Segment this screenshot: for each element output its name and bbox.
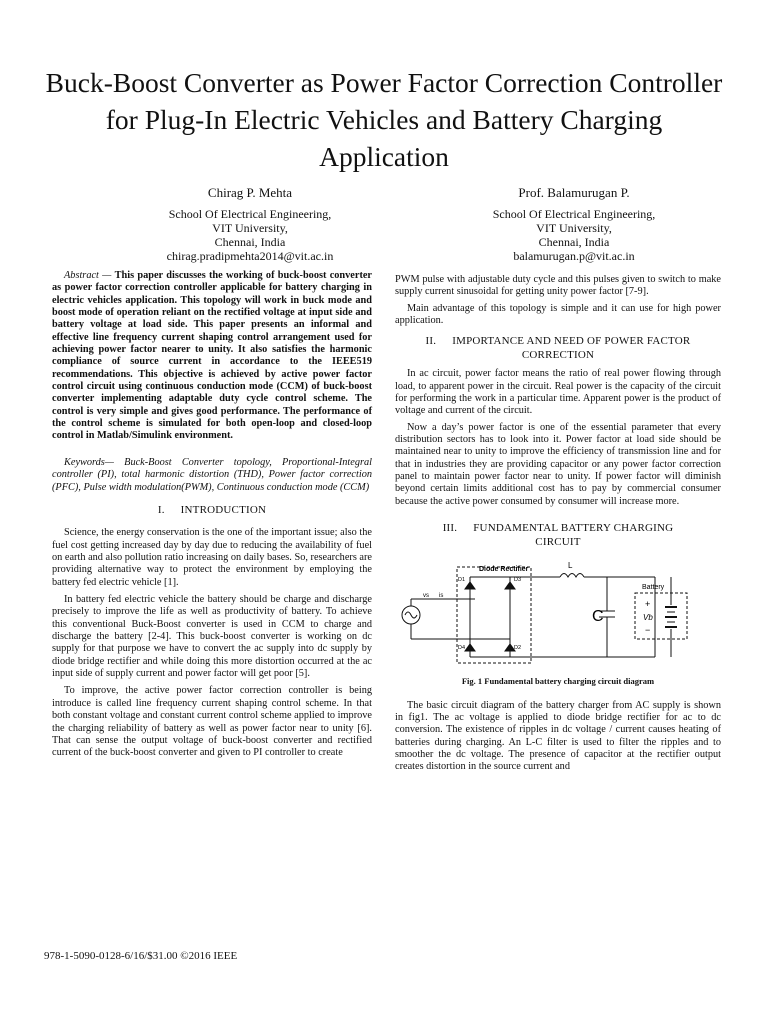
circuit-figure <box>395 559 721 671</box>
author-name: Chirag P. Mehta <box>207 185 293 200</box>
paragraph: In battery fed electric vehicle the battery should be charge and discharge precisely to improve the life as well as productivity of battery. To achieve this conventional Buck-Boost converter is used in CCM to charge and discharge the battery [2-4]. This buck-boost converter is working on dc supply for that purpose we have to convert the ac supply into dc supply by diode bridge rectifier and while doing this more distortion occurred at the ac input side of supply current and power factor will get poor [5]. <box>52 594 372 680</box>
capacitor-label: C <box>592 608 604 626</box>
author-university: VIT University, <box>536 221 612 235</box>
author-affiliation: School Of Electrical Engineering, <box>492 207 656 221</box>
author-affiliation: School Of Electrical Engineering, <box>168 207 332 221</box>
section-number: I. <box>157 503 165 516</box>
paper-title: Buck-Boost Converter as Power Factor Correction Controller for Plug-In Electric Vehicles and Battery Charging Application <box>45 67 723 172</box>
abstract-label: Abstract — <box>64 270 112 281</box>
paragraph: To improve, the active power factor correction controller is being introduce is called line frequency current shaping control scheme. In that both constant voltage and constant current control scheme applied to improve the charging reliability of battery as well as power factor near to unity [6]. That can sense the output voltage of buck-boost converter and rectified current of the buck-boost converter and given to PI controller to create <box>52 685 372 759</box>
author-email: chirag.pradipmehta2014@vit.ac.in <box>166 249 334 263</box>
author-block-1 <box>100 186 400 263</box>
battery-label: Battery <box>642 584 665 592</box>
keywords-text: Keywords— Buck-Boost Converter topology, Proportional-Integral controller (PI), total harmonic distortion (THD), Power factor correction (PFC), Pulse width modulation(PWM), Continuous conduction mode (CCM) <box>52 456 372 493</box>
paragraph: In ac circuit, power factor means the ratio of real power flowing through load, to apparent power in the circuit. Real power is the capacity of the circuit for performing the work in a particular time. Apparent power is the product of voltage and current of the circuit. <box>395 368 721 417</box>
diode-label: D1 <box>458 577 466 584</box>
section-title: FUNDAMENTAL BATTERY CHARGING CIRCUIT <box>473 522 674 548</box>
section-title: IMPORTANCE AND NEED OF POWER FACTOR CORRECTION <box>452 335 691 361</box>
diode-label: D3 <box>514 577 522 584</box>
rectifier-label: Diode Rectifier <box>479 566 529 574</box>
author-email: balamurugan.p@vit.ac.in <box>513 249 635 263</box>
battery-charger-circuit-diagram <box>395 559 721 671</box>
paragraph: Main advantage of this topology is simple and it can use for high power application. <box>395 302 721 327</box>
diode-d1-icon <box>465 582 475 589</box>
battery-plus-label: + <box>645 599 651 610</box>
section-heading <box>425 522 691 549</box>
keywords <box>52 457 372 494</box>
diode-label: D2 <box>514 645 522 652</box>
author-name: Prof. Balamurugan P. <box>518 185 630 200</box>
section-heading <box>425 335 691 362</box>
diode-label: D4 <box>458 645 466 652</box>
battery-voltage-label: Vb <box>643 613 653 623</box>
copyright-footer: 978-1-5090-0128-6/16/$31.00 ©2016 IEEE <box>44 950 238 962</box>
inductor-label: L <box>568 561 573 571</box>
right-column <box>395 274 721 778</box>
abstract <box>52 270 372 443</box>
author-university: VIT University, <box>212 221 288 235</box>
section-heading <box>52 504 372 518</box>
source-current-label: is <box>439 593 444 600</box>
author-block-2 <box>424 186 724 263</box>
paragraph: The basic circuit diagram of the battery charger from AC supply is shown in fig1. The ac voltage is applied to diode bridge rectifier for ac to dc conversion. The existence of ripples in dc voltage / current causes heating of batteries during charging. An L-C filter is used to filter the ripples and to smoother the dc voltage. The presence of capacitor at the rectifier output creates distortion in the source current and <box>395 699 721 773</box>
author-location: Chennai, India <box>538 235 610 249</box>
paragraph: PWM pulse with adjustable duty cycle and this pulses given to switch to make supply current sinusoidal for getting unity power factor [7-9]. <box>395 274 721 298</box>
battery-minus-label: − <box>645 625 651 636</box>
inductor-icon <box>560 574 584 578</box>
author-location: Chennai, India <box>214 235 286 249</box>
diode-d3-icon <box>505 582 515 589</box>
section-number: II. <box>425 335 437 348</box>
section-number: III. <box>442 522 458 535</box>
left-column <box>52 270 372 765</box>
paragraph: Now a day’s power factor is one of the essential parameter that every distribution sectors has to look into it. Power factor at load side should be maintained near to unity to improve the efficiency of transmission line and for that in industries they are providing capacitor or any power factor correction panel to maintain power factor near to unity. If power factor will diminish beyond certain limits additional cost has to pay by commercial consumer because the active power consumed by consumer will increase more. <box>395 421 721 507</box>
source-voltage-label: vs <box>423 593 429 600</box>
abstract-text: This paper discusses the working of buck-boost converter as power factor correction controller applicable for battery charging in electric vehicles application. This topology will work in buck mode and boost mode of operation reliant on the rectified voltage at input side and battery voltage at load side. This paper presents an informal and effective line frequency current shaping control arrangement used for achieving power factor nearer to unity. It also satisfies the harmonic compliance of source current in accordance to the IEEE519 recommendations. This objective is achieved by active power factor control circuit using continuous conduction mode (CCM) of buck-boost converter implementing adaptable duty cycle control scheme. The control is very simple and gives good performance. The performance of the control scheme is simulated for both open-loop and closed-loop control in Matlab/Simulink environment. <box>52 270 373 442</box>
figure-caption: Fig. 1 Fundamental battery charging circuit diagram <box>461 676 655 687</box>
diode-d4-icon <box>465 644 475 651</box>
section-title: INTRODUCTION <box>180 503 267 516</box>
paragraph: Science, the energy conservation is the one of the important issue; also the fuel cost getting increased day by day due to reducing the availability of fuel on earth and also pollution ratio increasing on daily bases. So, researchers are providing alternative way to protect the environment by employing the battery fed electric vehicle [1]. <box>52 527 372 588</box>
